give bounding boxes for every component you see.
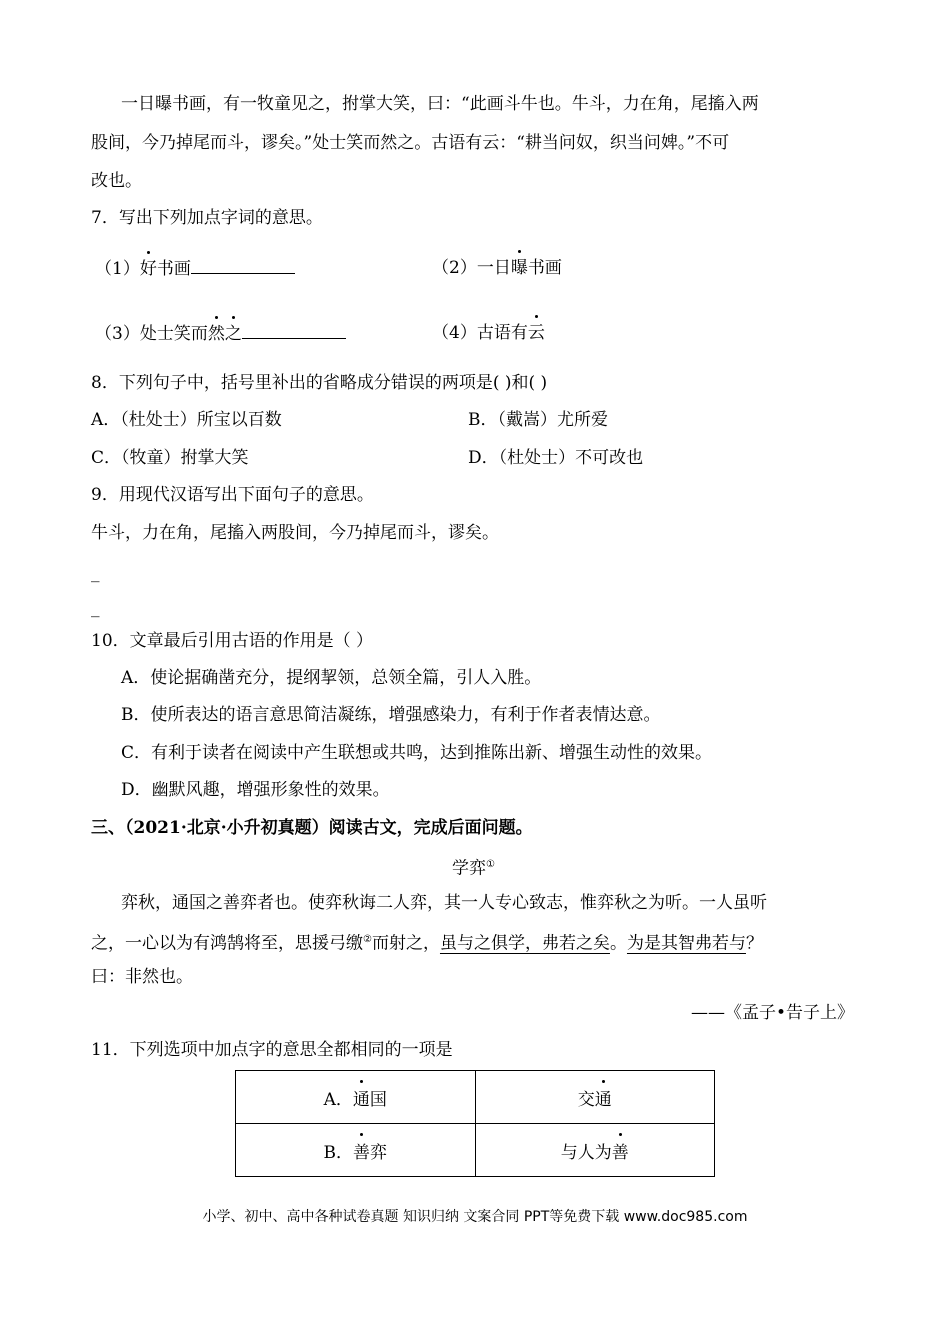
item-label: （1）: [95, 259, 140, 279]
text-segment: 。: [609, 933, 627, 954]
cell-text: 与人为: [560, 1142, 612, 1163]
text-segment: 而射之，: [371, 933, 440, 954]
question-11-stem: 11．下列选项中加点字的意思全都相同的一项是: [91, 1040, 453, 1060]
question-7-item-1: [95, 255, 295, 282]
passage-line: 股间，今乃掉尾而斗，谬矣。”处士笑而然之。古语有云：“耕当问奴，织当问婢。”不可: [91, 133, 730, 153]
table-cell: [475, 1124, 715, 1177]
table-row: [236, 1071, 715, 1124]
title-text: 学弈: [452, 858, 486, 879]
passage-line: [91, 927, 763, 957]
option-c[interactable]: C．有利于读者在阅读中产生联想或共鸣，达到推陈出新、增强生动性的效果。: [121, 743, 713, 763]
source-citation: ——《孟子•告子上》: [690, 1003, 854, 1023]
option-c[interactable]: C．（牧童）拊掌大笑: [91, 448, 249, 468]
dotted-char: 善: [353, 1138, 370, 1163]
question-7-item-4: [432, 320, 545, 346]
option-a[interactable]: A．（杜处士）所宝以百数: [91, 410, 282, 430]
item-text: 书画: [156, 259, 191, 279]
dotted-char: 善: [612, 1138, 629, 1163]
section-heading: 三、（2021·北京·小升初真题）阅读古文，完成后面问题。: [91, 818, 533, 838]
option-label: B．: [323, 1142, 353, 1163]
options-table: [235, 1070, 715, 1177]
footnote-marker: ②: [363, 934, 372, 945]
item-label: （3）处士笑而: [95, 324, 208, 344]
answer-blank[interactable]: [191, 255, 295, 274]
dotted-char: 好: [140, 256, 157, 282]
underlined-sentence: 虽与之俱学，弗若之矣: [439, 933, 610, 954]
underlined-sentence: 为是其智弗若与: [626, 933, 746, 954]
passage-title: [452, 852, 495, 882]
answer-blank[interactable]: [242, 320, 346, 339]
question-9-stem: 9．用现代汉语写出下面句子的意思。: [91, 485, 374, 505]
text-segment: ？: [745, 933, 763, 954]
table-cell[interactable]: [236, 1124, 476, 1177]
answer-line[interactable]: _: [91, 598, 100, 618]
option-d[interactable]: D．（杜处士）不可改也: [468, 448, 644, 468]
passage-line: 改也。: [91, 171, 142, 191]
option-d[interactable]: D．幽默风趣，增强形象性的效果。: [121, 780, 390, 800]
page-footer[interactable]: 小学、初中、高中各种试卷真题 知识归纳 文案合同 PPT等免费下载 www.doc985.com: [202, 1209, 748, 1225]
passage-line: 弈秋，通国之善弈者也。使弈秋诲二人弈，其一人专心致志，惟弈秋之为听。一人虽听: [121, 893, 767, 913]
dotted-char: 通: [353, 1085, 370, 1110]
option-b[interactable]: B．使所表达的语言意思简洁凝练，增强感染力，有利于作者表情达意。: [121, 705, 661, 725]
question-7-item-3: [95, 320, 346, 347]
option-a[interactable]: A．使论据确凿充分，提纲挈领，总领全篇，引人入胜。: [121, 668, 542, 688]
dotted-char: 之: [225, 321, 242, 347]
question-9-sentence: 牛斗，力在角，尾搐入两股间，今乃掉尾而斗，谬矣。: [91, 523, 499, 543]
table-cell: [475, 1071, 715, 1124]
question-8-stem: 8．下列句子中，括号里补出的省略成分错误的两项是( )和( ): [91, 373, 548, 393]
passage-line: 一日曝书画，有一牧童见之，拊掌大笑，曰：“此画斗牛也。牛斗，力在角，尾搐入两: [121, 94, 759, 114]
footnote-marker: ①: [486, 859, 495, 870]
dotted-char: 然: [208, 321, 225, 347]
item-label: （2）一日: [432, 258, 511, 278]
cell-text: 弈: [370, 1142, 387, 1163]
item-label: （4）古语有: [432, 323, 528, 343]
dotted-char: 曝: [511, 255, 528, 281]
table-cell[interactable]: [236, 1071, 476, 1124]
answer-line[interactable]: _: [91, 563, 100, 583]
question-7-item-2: [432, 255, 562, 281]
option-b[interactable]: B．（戴嵩）尤所爱: [468, 410, 608, 430]
item-text: 书画: [527, 258, 562, 278]
passage-line: 曰：非然也。: [91, 967, 193, 987]
table-row: [236, 1124, 715, 1177]
text-segment: 之，一心以为有鸿鹄将至，思援弓缴: [91, 933, 363, 954]
question-10-stem: 10．文章最后引用古语的作用是（ ）: [91, 631, 374, 651]
cell-text: 交: [577, 1089, 595, 1110]
option-label: A．: [323, 1089, 353, 1110]
cell-text: 国: [369, 1089, 387, 1110]
question-7-stem: 7．写出下列加点字词的意思。: [91, 208, 323, 228]
dotted-char: 云: [528, 320, 545, 346]
dotted-char: 通: [595, 1085, 612, 1110]
